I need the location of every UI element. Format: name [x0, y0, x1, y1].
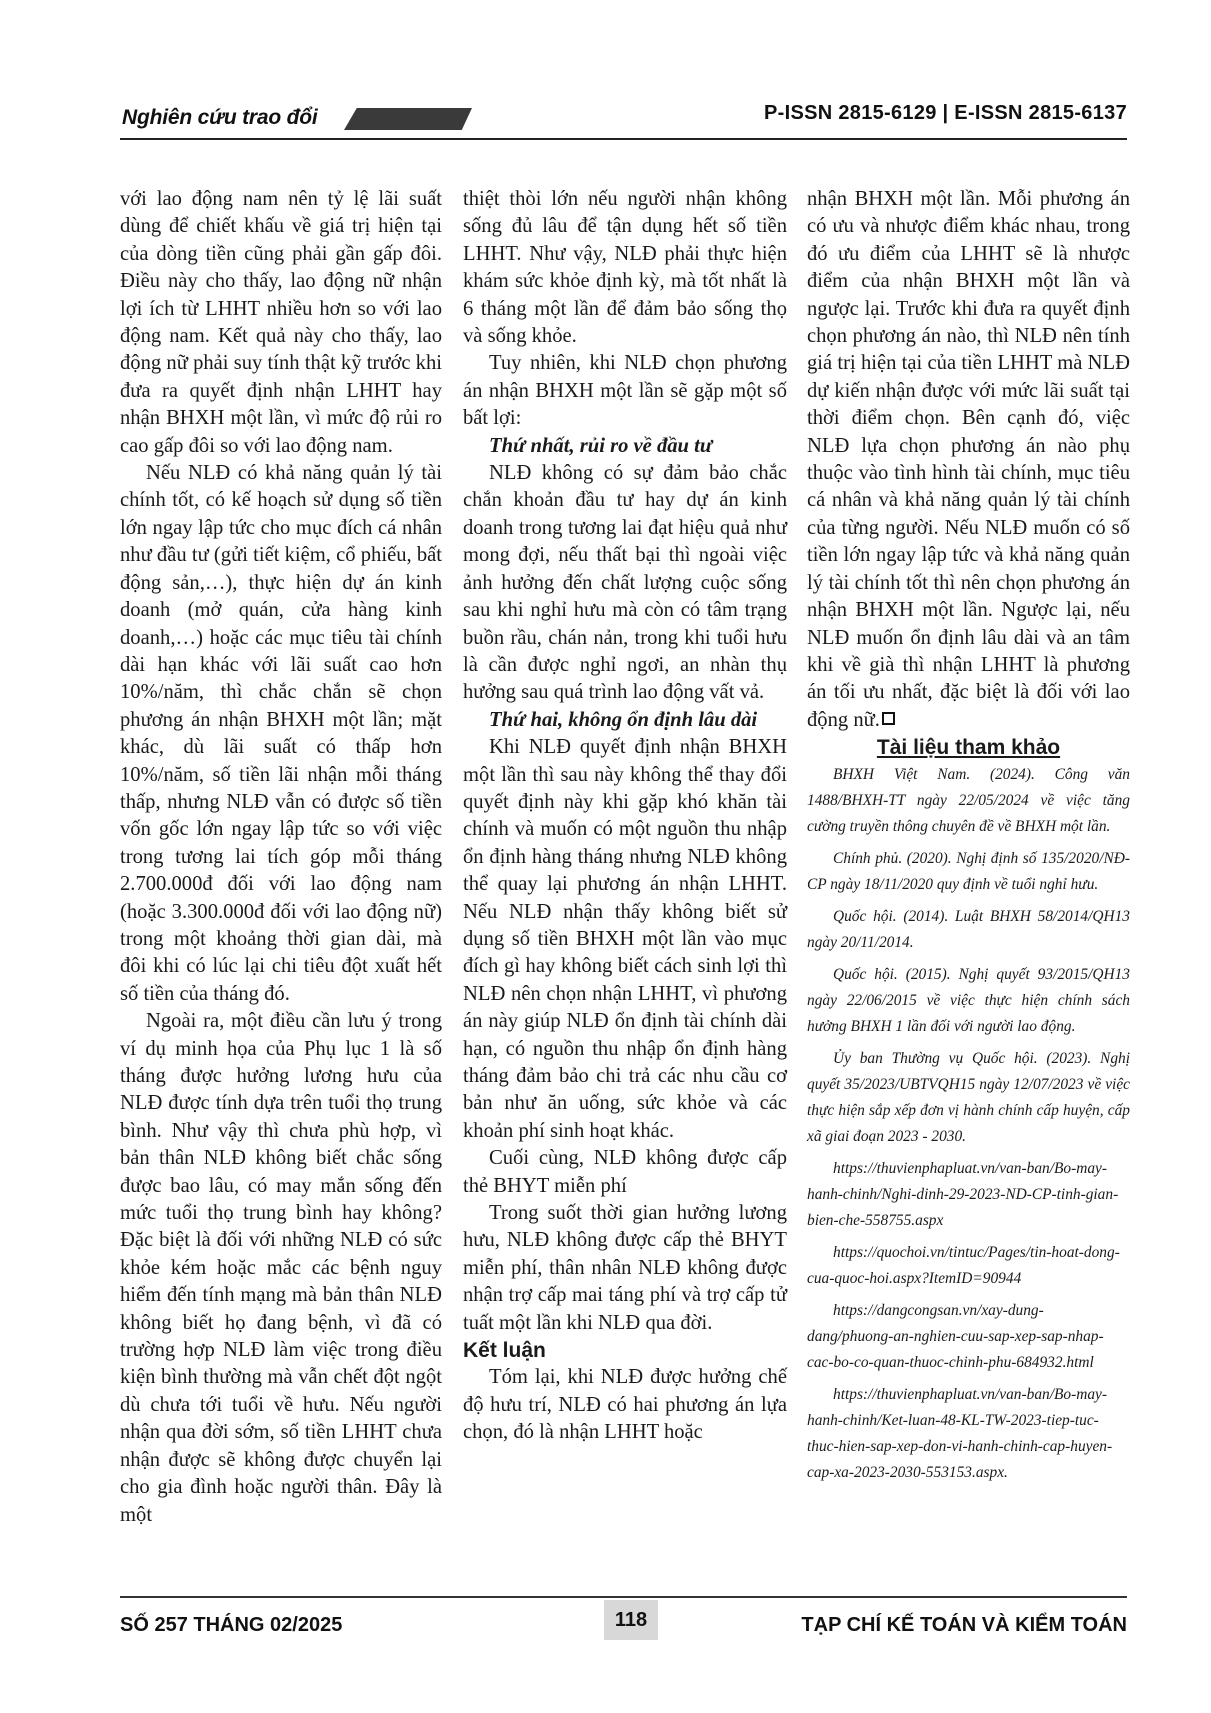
footer-journal-name: TẠP CHÍ KẾ TOÁN VÀ KIỂM TOÁN: [801, 1614, 1127, 1636]
reference-item: Quốc hội. (2014). Luật BHXH 58/2014/QH13 ngày 20/11/2014.: [807, 907, 1130, 951]
paragraph: với lao động nam nên tỷ lệ lãi suất dùng để chiết khấu về giá trị hiện tại của dòng tiền cũng phải gần gấp đôi. Điều này cho thấy, lao động nữ nhận lợi ích từ LHHT nhiều hơn so với lao động nam. Kết quả này cho thấy, lao động nữ phải suy tính thật kỹ trước khi đưa ra quyết định nhận LHHT hay nhận BHXH một lần, vì mức độ rủi ro cao gấp đôi so với lao động nam.: [120, 188, 442, 457]
paragraph: NLĐ không có sự đảm bảo chắc chắn khoản đầu tư hay dự án kinh doanh trong tương lai đạt hiệu quả như mong đợi, nếu thất bại thì ngoài việc ảnh hưởng đến chất lượng cuộc sống sau khi nghỉ hưu mà còn có tâm trạng buồn rầu, chán nản, trong khi tuổi hưu là cần được nghỉ ngơi, an nhàn thụ hưởng sau quá trình lao động vất vả.: [463, 462, 787, 704]
running-header-issn: P-ISSN 2815-6129 | E-ISSN 2815-6137: [764, 102, 1127, 124]
paragraph: [807, 186, 1130, 734]
reference-link[interactable]: https://dangcongsan.vn/xay-dung-dang/phuong-an-nghien-cuu-sap-xep-sap-nhap-cac-bo-co-quan-thuoc-chinh-phu-684932.html: [807, 1301, 1104, 1371]
text-column-2: [463, 186, 787, 1447]
end-of-article-mark: [882, 712, 895, 725]
header-rule: [120, 138, 1127, 140]
paragraph: Tuy nhiên, khi NLĐ chọn phương án nhận BHXH một lần sẽ gặp một số bất lợi:: [463, 352, 787, 430]
section-title-conclusion: Kết luận: [463, 1339, 546, 1363]
reference-link[interactable]: https://thuvienphapluat.vn/van-ban/Bo-may-hanh-chinh/Nghi-dinh-29-2023-ND-CP-tinh-gian-bien-che-558755.aspx: [807, 1159, 1119, 1229]
references-title: Tài liệu tham khảo: [876, 736, 1061, 760]
reference-item: BHXH Việt Nam. (2024). Công văn 1488/BHXH-TT ngày 22/05/2024 về việc tăng cường truyền thông chuyên đề về BHXH một lần.: [807, 765, 1130, 835]
text-column-3: [807, 186, 1130, 1492]
reference-item: Chính phủ. (2020). Nghị định số 135/2020/NĐ-CP ngày 18/11/2020 quy định về tuổi nghỉ hưu.: [807, 849, 1130, 893]
page-number: 118: [604, 1600, 658, 1640]
footer-rule: [120, 1596, 1127, 1598]
subheading: Thứ nhất, rủi ro về đầu tư: [489, 434, 713, 457]
paragraph: Tóm lại, khi NLĐ được hưởng chế độ hưu trí, NLĐ có hai phương án lựa chọn, đó là nhận LHHT hoặc: [463, 1366, 787, 1444]
reference-link[interactable]: https://quochoi.vn/tintuc/Pages/tin-hoat-dong-cua-quoc-hoi.aspx?ItemID=90944: [807, 1243, 1120, 1287]
paragraph: Khi NLĐ quyết định nhận BHXH một lần thì sau này không thể thay đổi quyết định này khi gặp khó khăn tài chính và muốn có một nguồn thu nhập ổn định hàng tháng nhưng NLĐ không thể quay lại phương án nhận LHHT. Nếu NLĐ nhận thấy không biết sử dụng số tiền BHXH một lần vào mục đích gì hay không biết cách sinh lợi thì NLĐ nên chọn nhận LHHT, vì phương án này giúp NLĐ ổn định tài chính dài hạn, có nguồn thu nhập ổn định hàng tháng đảm bảo chi trả các nhu cầu cơ bản như ăn uống, sức khỏe và các khoản phí sinh hoạt khác.: [463, 736, 787, 1142]
paragraph: Trong suốt thời gian hưởng lương hưu, NLĐ không được cấp thẻ BHYT miễn phí, thân nhân NLĐ không được nhận trợ cấp mai táng phí và trợ cấp tử tuất một lần khi NLĐ qua đời.: [463, 1202, 787, 1334]
paragraph-text: nhận BHXH một lần. Mỗi phương án có ưu và nhược điểm khác nhau, trong đó ưu điểm của LHHT sẽ là nhược điểm của nhận BHXH một lần và ngược lại. Trước khi đưa ra quyết định chọn phương án nào, thì NLĐ nên tính giá trị hiện tại của tiền LHHT mà NLĐ dự kiến nhận được với mức lãi suất tại thời điểm chọn. Bên cạnh đó, việc NLĐ lựa chọn phương án nào phụ thuộc vào tình hình tài chính, mục tiêu cá nhân và khả năng quản lý tài chính của từng người. Nếu NLĐ muốn có số tiền lớn ngay lập tức và khả năng quản lý tài chính tốt thì nên chọn phương án nhận BHXH một lần. Ngược lại, nếu NLĐ muốn ổn định lâu dài và an tâm khi về già thì nhận LHHT là phương án tối ưu nhất, đặc biệt là đối với lao động nữ.: [807, 188, 1130, 731]
subheading: Thứ hai, không ổn định lâu dài: [489, 708, 758, 731]
paragraph: Nếu NLĐ có khả năng quản lý tài chính tốt, có kế hoạch sử dụng số tiền lớn ngay lập tức cho mục đích cá nhân như đầu tư (gửi tiết kiệm, cổ phiếu, bất động sản,…), thực hiện dự án kinh doanh (mở quán, cửa hàng kinh doanh,…) hoặc các mục tiêu tài chính dài hạn khác với lãi suất cao hơn 10%/năm, thì chắc chắn sẽ chọn phương án nhận BHXH một lần; mặt khác, dù lãi suất có thấp hơn 10%/năm, số tiền lãi nhận mỗi tháng thấp, nhưng NLĐ vẫn có được số tiền vốn gốc lớn ngay lập tức so với việc trong tương lai tích góp mỗi tháng 2.700.000đ đối với lao động nam (hoặc 3.300.000đ đối với lao động nữ) trong một khoảng thời gian dài, mà đôi khi có lúc lại chi tiêu đột xuất hết số tiền của tháng đó.: [120, 462, 442, 1005]
header-decorative-bar: [344, 108, 472, 130]
reference-item: Quốc hội. (2015). Nghị quyết 93/2015/QH13 ngày 22/06/2015 về việc thực hiện chính sách hưởng BHXH 1 lần đối với người lao động.: [807, 965, 1130, 1035]
paragraph: thiệt thòi lớn nếu người nhận không sống đủ lâu để tận dụng hết số tiền LHHT. Như vậy, NLĐ phải thực hiện khám sức khỏe định kỳ, mà tốt nhất là 6 tháng một lần để đảm bảo sống thọ và sống khỏe.: [463, 188, 787, 348]
footer-issue: SỐ 257 THÁNG 02/2025: [120, 1614, 343, 1636]
reference-item: Ủy ban Thường vụ Quốc hội. (2023). Nghị quyết 35/2023/UBTVQH15 ngày 12/07/2023 về việc thực hiện sắp xếp đơn vị hành chính cấp huyện, cấp xã giai đoạn 2023 - 2030.: [807, 1049, 1130, 1145]
reference-link[interactable]: https://thuvienphapluat.vn/van-ban/Bo-may-hanh-chinh/Ket-luan-48-KL-TW-2023-tiep-tuc-thuc-hien-sap-xep-don-vi-hanh-chinh-cap-huyen-cap-xa-2023-2030-553153.aspx.: [807, 1385, 1113, 1481]
text-column-1: [120, 186, 442, 1529]
paragraph: Ngoài ra, một điều cần lưu ý trong ví dụ minh họa của Phụ lục 1 là số tháng được hưởng lương hưu của NLĐ được tính dựa trên tuổi thọ trung bình. Như vậy thì chưa phù hợp, vì bản thân NLĐ không biết chắc sống được bao lâu, có may mắn sống đến mức tuổi thọ trung bình hay không? Đặc biệt là đối với những NLĐ có sức khỏe kém hoặc mắc các bệnh nguy hiểm đến tính mạng mà bản thân NLĐ không biết họ đang bệnh, vì đã có trường hợp NLĐ làm việc trong điều kiện bình thường mà vẫn chết đột ngột dù chưa tới tuổi về hưu. Nếu người nhận qua đời sớm, số tiền LHHT chưa nhận được sẽ không được chuyển lại cho gia đình hoặc người thân. Đây là một: [120, 1010, 442, 1526]
running-header-section: Nghiên cứu trao đổi: [122, 106, 318, 129]
paragraph: Cuối cùng, NLĐ không được cấp thẻ BHYT miễn phí: [463, 1147, 787, 1197]
